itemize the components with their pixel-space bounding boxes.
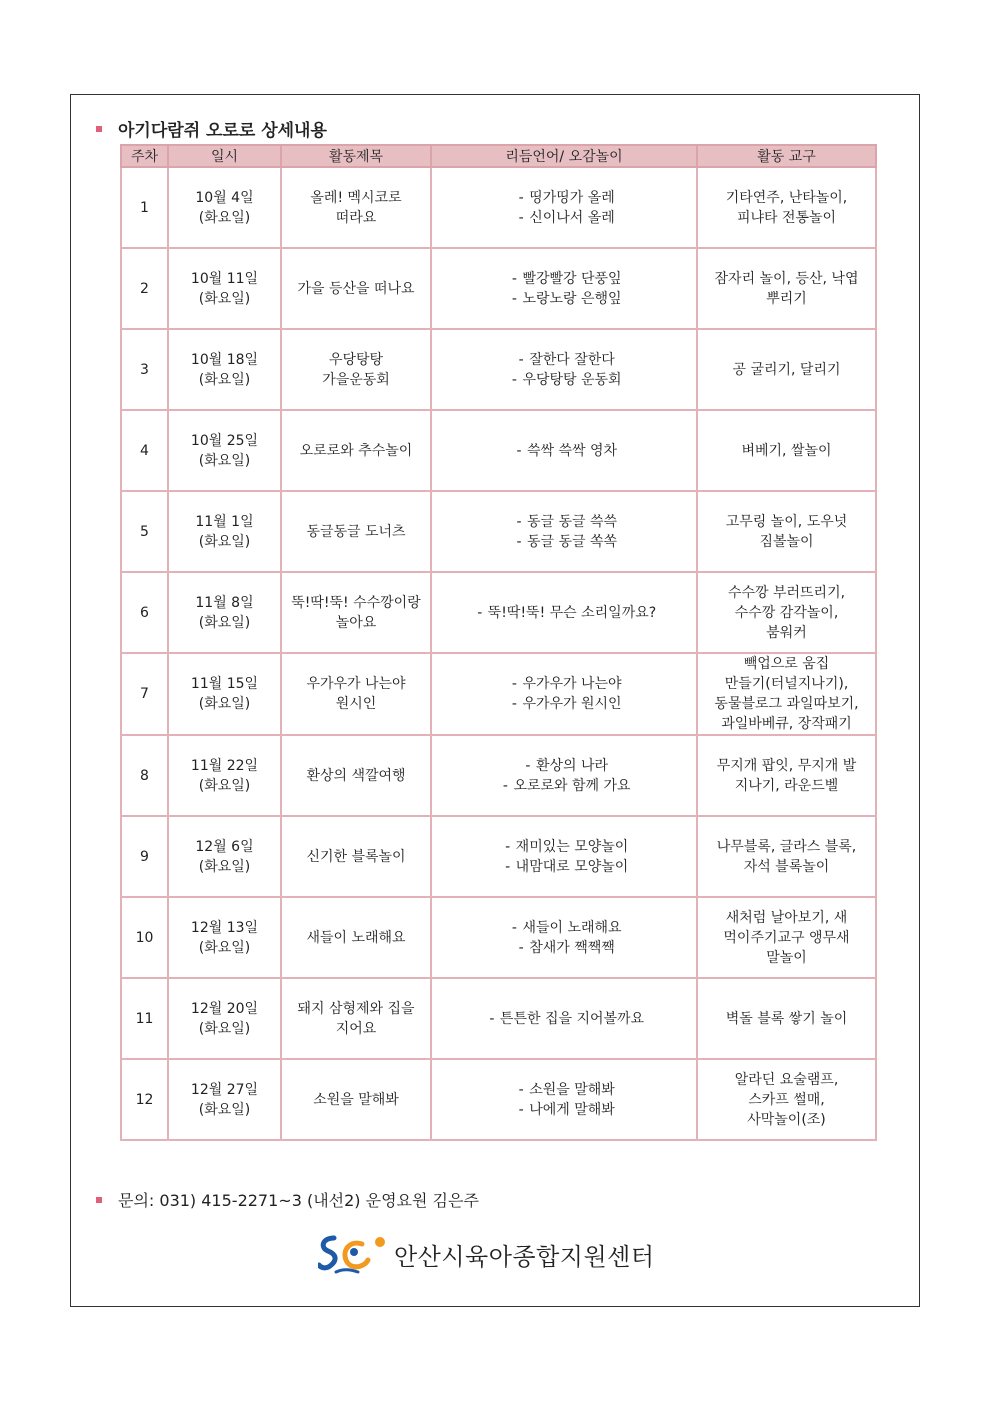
title-line: 뚝!딱!뚝! 수수깡이랑 [291,594,421,611]
title-line: 신기한 블록놀이 [306,848,406,865]
center-logo-icon [318,1234,388,1274]
activity-text: 우가우가 나는야 [522,676,622,692]
activity-item [432,269,696,289]
table-row [121,491,876,572]
schedule-table [120,144,877,1141]
title-cell [281,897,431,978]
tools-line: 수수깡 부러뜨리기, [727,584,846,601]
title-cell [281,167,431,248]
title-line: 새들이 노래해요 [306,929,406,946]
tools-line: 나무블록, 글라스 블록, [716,838,857,855]
tools-line: 사막놀이(조) [747,1111,826,1128]
date-text: 12월 27일 [190,1081,259,1098]
week-cell [121,248,168,329]
activities-cell [431,897,697,978]
table-row [121,978,876,1059]
title-line: 원시인 [335,696,377,712]
table-row [121,248,876,329]
activity-item [432,694,696,714]
title-line: 떠라요 [335,209,377,226]
activity-item [432,1080,696,1100]
day-text: (화요일) [198,939,251,956]
day-text: (화요일) [198,696,251,712]
tools-line: 동물블로그 과일따보기, [714,696,859,712]
tools-line: 자석 블록놀이 [743,858,830,875]
dash-marker: - [511,919,517,936]
title-cell [281,816,431,897]
header-date: 일시 [168,145,281,167]
activity-text: 띵가띵가 올레 [529,189,615,206]
center-logo [318,1234,655,1274]
day-text: (화요일) [198,533,251,550]
header-tools: 활동 교구 [697,145,876,167]
week-cell [121,897,168,978]
activity-item [432,188,696,208]
tools-line: 피냐타 전통놀이 [736,209,837,226]
dash-marker: - [502,777,508,794]
tools-line: 벼베기, 쌀놀이 [741,442,832,459]
title-line: 지어요 [335,1020,377,1037]
date-text: 10월 18일 [190,351,259,368]
tools-line: 공 굴리기, 달리기 [732,361,841,378]
day-text: (화요일) [198,209,251,226]
tools-line: 알라딘 요술램프, [734,1071,839,1088]
activity-text: 내맘대로 모양놀이 [515,858,629,875]
header-activities: 리듬언어/ 오감놀이 [431,145,697,167]
activity-item [432,1009,696,1029]
date-text: 11월 1일 [195,513,254,530]
table-row [121,572,876,653]
activity-text: 재미있는 모양놀이 [515,838,629,855]
tools-line: 수수깡 감각놀이, [734,604,839,621]
week-number: 5 [140,523,149,540]
center-name: 안산시육아종합지원센터 [394,1242,655,1271]
week-cell [121,410,168,491]
week-cell [121,735,168,816]
title-line: 가을운동회 [322,371,390,388]
date-cell [168,167,281,248]
activity-item [432,938,696,958]
title-cell [281,410,431,491]
tools-line: 고무링 놀이, 도우넛 [725,513,848,530]
activity-item [432,370,696,390]
title-cell [281,248,431,329]
activity-item [432,857,696,877]
tools-cell [697,1059,876,1140]
date-text: 11월 22일 [190,757,259,774]
dash-marker: - [525,757,531,774]
title-line: 돼지 삼형제와 집을 [297,1000,415,1017]
table-row [121,897,876,978]
week-number: 6 [140,604,149,621]
table-header-row [121,145,876,167]
activities-cell [431,167,697,248]
section-title-text: 아기다람쥐 오로로 상세내용 [118,121,327,141]
dash-marker: - [511,676,517,692]
week-cell [121,572,168,653]
week-number: 7 [140,686,149,702]
table-row [121,329,876,410]
contact-text: 문의: 031) 415-2271~3 (내선2) 운영요원 김은주 [118,1191,479,1210]
day-text: (화요일) [198,371,251,388]
tools-cell [697,491,876,572]
date-text: 11월 15일 [190,676,259,692]
activity-text: 소원을 말해봐 [529,1081,615,1098]
tools-line: 새처럼 날아보기, 새 [725,909,848,926]
activity-text: 뚝!딱!뚝! 무슨 소리일까요? [487,604,657,621]
tools-line: 먹이주기교구 앵무새 [723,929,850,946]
week-cell [121,329,168,410]
activity-item [432,208,696,228]
date-cell [168,410,281,491]
table-row [121,410,876,491]
activity-item [432,441,696,461]
tools-line: 만들기(터널지나기), [724,676,849,692]
date-cell [168,329,281,410]
activity-item [432,289,696,309]
table-row [121,167,876,248]
activity-item [432,756,696,776]
bullet-icon [96,126,102,132]
week-number: 10 [135,929,154,946]
activity-text: 노랑노랑 은행잎 [522,290,622,307]
dash-marker: - [518,1081,524,1098]
activity-text: 나에게 말해봐 [529,1101,615,1118]
tools-cell [697,653,876,735]
week-cell [121,167,168,248]
table-row [121,735,876,816]
activity-text: 동글 동글 쓱쓱 [526,513,618,530]
week-cell [121,978,168,1059]
dash-marker: - [511,696,517,712]
title-cell [281,735,431,816]
date-text: 10월 11일 [190,270,259,287]
dash-marker: - [518,351,524,368]
tools-line: 잠자리 놀이, 등산, 낙엽 [714,270,859,287]
dash-marker: - [511,290,517,307]
week-number: 4 [140,442,149,459]
day-text: (화요일) [198,452,251,469]
table-body [121,167,876,1140]
day-text: (화요일) [198,290,251,307]
dash-marker: - [489,1010,495,1027]
date-text: 12월 20일 [190,1000,259,1017]
contact-info [96,1188,479,1211]
table-row [121,1059,876,1140]
activities-cell [431,1059,697,1140]
activity-item [432,837,696,857]
tools-line: 기타연주, 난타놀이, [725,189,848,206]
title-line: 동글동글 도너츠 [306,523,406,540]
title-line: 오로로와 추수놀이 [299,442,413,459]
day-text: (화요일) [198,1101,251,1118]
title-line: 환상의 색깔여행 [306,767,406,784]
week-cell [121,653,168,735]
date-text: 12월 6일 [195,838,254,855]
week-cell [121,1059,168,1140]
title-line: 소원을 말해봐 [313,1091,399,1108]
dash-marker: - [516,442,522,459]
activity-item [432,674,696,694]
date-cell [168,735,281,816]
title-cell [281,491,431,572]
dash-marker: - [516,513,522,530]
title-line: 우당탕탕 [328,351,384,368]
day-text: (화요일) [198,614,251,631]
tools-line: 말놀이 [766,949,807,966]
tools-line: 짐볼놀이 [759,533,814,550]
activities-cell [431,978,697,1059]
tools-line: 스카프 썰매, [748,1091,825,1108]
activities-cell [431,816,697,897]
header-title: 활동제목 [281,145,431,167]
title-line: 가을 등산을 떠나요 [297,280,415,297]
title-cell [281,978,431,1059]
tools-line: 빽업으로 움집 [743,656,830,672]
activity-item [432,918,696,938]
activities-cell [431,491,697,572]
activity-item [432,350,696,370]
title-line: 올레! 멕시코로 [310,189,402,206]
tools-cell [697,248,876,329]
date-cell [168,572,281,653]
title-line: 놀아요 [335,614,377,631]
activities-cell [431,410,697,491]
dash-marker: - [518,189,524,206]
activity-text: 신이나서 올레 [529,209,615,226]
activity-text: 새들이 노래해요 [522,919,622,936]
date-cell [168,1059,281,1140]
title-line: 우가우가 나는야 [306,676,406,692]
dash-marker: - [511,270,517,287]
tools-cell [697,410,876,491]
date-cell [168,816,281,897]
dash-marker: - [477,604,483,621]
activities-cell [431,248,697,329]
activities-cell [431,735,697,816]
title-cell [281,1059,431,1140]
bullet-icon [96,1197,102,1203]
activity-text: 참새가 짹짹짹 [529,939,615,956]
activities-cell [431,653,697,735]
activity-text: 잘한다 잘한다 [529,351,615,368]
tools-line: 붐워커 [766,624,807,641]
day-text: (화요일) [198,777,251,794]
activity-text: 동글 동글 쏙쏙 [526,533,618,550]
tools-cell [697,816,876,897]
title-cell [281,572,431,653]
activity-text: 튼튼한 집을 지어볼까요 [499,1010,645,1027]
week-number: 8 [140,767,149,784]
tools-cell [697,572,876,653]
dash-marker: - [516,533,522,550]
table-row [121,816,876,897]
date-text: 11월 8일 [195,594,254,611]
week-number: 2 [140,280,149,297]
date-text: 10월 25일 [190,432,259,449]
activity-text: 쓱싹 쓱싹 영차 [526,442,618,459]
week-number: 9 [140,848,149,865]
activity-item [432,1100,696,1120]
activity-text: 오로로와 함께 가요 [513,777,631,794]
section-title [96,116,327,141]
week-number: 11 [135,1010,154,1027]
date-cell [168,897,281,978]
tools-cell [697,735,876,816]
tools-cell [697,897,876,978]
day-text: (화요일) [198,858,251,875]
date-cell [168,653,281,735]
activity-text: 빨강빨강 단풍잎 [522,270,622,287]
week-cell [121,491,168,572]
tools-cell [697,978,876,1059]
activity-text: 우당탕탕 운동회 [522,371,622,388]
activity-item [432,532,696,552]
week-number: 12 [135,1091,154,1108]
activities-cell [431,329,697,410]
activity-text: 환상의 나라 [535,757,609,774]
day-text: (화요일) [198,1020,251,1037]
tools-line: 뿌리기 [766,290,807,307]
dash-marker: - [518,939,524,956]
tools-line: 지나기, 라운드벨 [734,777,839,794]
dash-marker: - [505,838,511,855]
activity-item [432,776,696,796]
activity-item [432,603,696,623]
dash-marker: - [505,858,511,875]
date-cell [168,248,281,329]
tools-line: 무지개 팝잇, 무지개 발 [716,757,857,774]
date-cell [168,491,281,572]
week-number: 1 [140,199,149,216]
table-row [121,653,876,735]
dash-marker: - [511,371,517,388]
tools-cell [697,167,876,248]
dash-marker: - [518,209,524,226]
week-number: 3 [140,361,149,378]
activities-cell [431,572,697,653]
activity-item [432,512,696,532]
date-cell [168,978,281,1059]
week-cell [121,816,168,897]
date-text: 10월 4일 [195,189,254,206]
header-week: 주차 [121,145,168,167]
activity-text: 우가우가 원시인 [522,696,622,712]
tools-cell [697,329,876,410]
tools-line: 과일바베큐, 장작패기 [721,716,852,732]
title-cell [281,329,431,410]
tools-line: 벽돌 블록 쌓기 놀이 [725,1010,848,1027]
dash-marker: - [518,1101,524,1118]
title-cell [281,653,431,735]
date-text: 12월 13일 [190,919,259,936]
